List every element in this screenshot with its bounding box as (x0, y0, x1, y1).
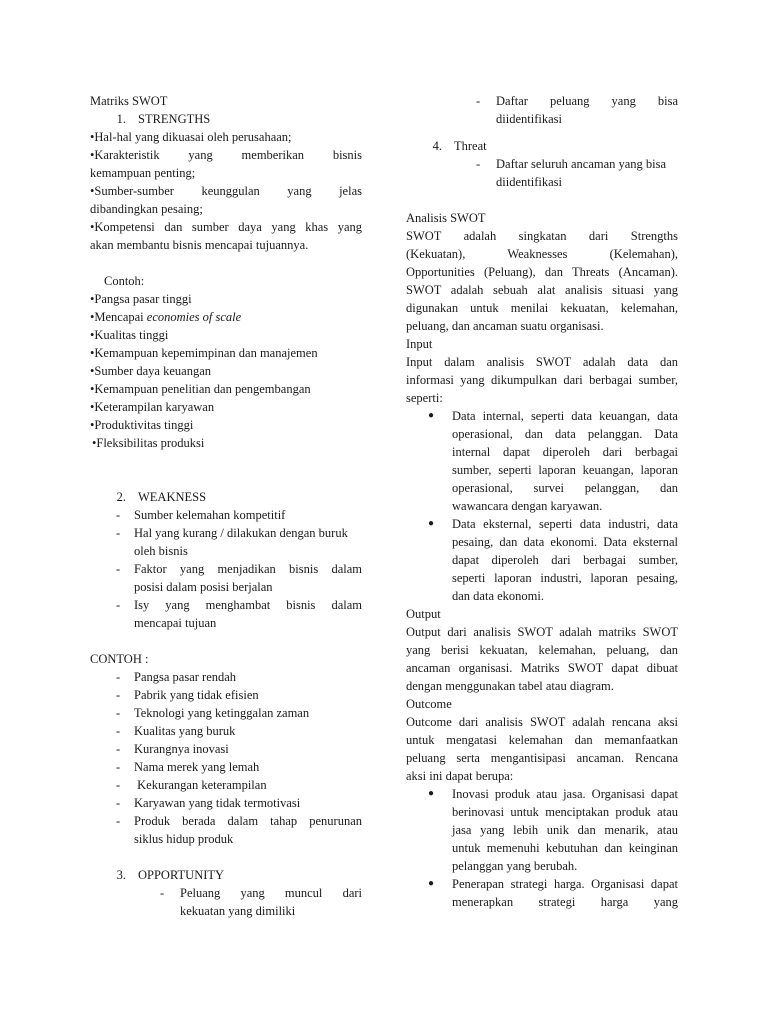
text-line: berinovasi untuk menciptakan produk atau (452, 805, 678, 819)
list-item (90, 812, 362, 848)
text-line: yang berisi kekuatan, kelemahan, peluang, dan (406, 643, 678, 657)
text-line: •Kompetensi dan sumber daya yang khas yang (90, 220, 362, 234)
list-item (90, 308, 362, 326)
bullet-item (406, 875, 678, 911)
list-item (90, 668, 362, 686)
dash-marker: - (116, 760, 121, 774)
spacer (406, 128, 678, 137)
text-line: untuk mengatasi kelemahan dan memanfaatkan (406, 733, 678, 747)
section-title-analisis: Analisis SWOT (406, 211, 486, 225)
section-weakness (90, 488, 362, 506)
text-line: Data eksternal, seperti data industri, data (452, 517, 678, 531)
dash-marker: - (116, 598, 121, 612)
text-line: Penerapan strategi harga. Organisasi dapat (452, 877, 678, 891)
list-item-text: siklus hidup produk (134, 832, 234, 846)
text-line: digunakan untuk menilai kekuatan, kelemahan, (406, 301, 678, 315)
bullet-marker: ● (428, 410, 435, 421)
text-line: informasi yang dikumpulkan dari berbagai sumber, (406, 373, 678, 387)
list-item (90, 704, 362, 722)
list-item: •Kemampuan kepemimpinan dan manajemen (90, 346, 318, 360)
spacer (90, 848, 362, 866)
list-item-text: Teknologi yang ketinggalan zaman (134, 706, 310, 720)
contoh-label: CONTOH : (90, 652, 149, 666)
list-item (90, 722, 362, 740)
list-item-text: mencapai tujuan (134, 616, 217, 630)
text-line: •Karakteristik yang memberikan bisnis (90, 148, 362, 162)
bullet-marker: ● (428, 518, 435, 529)
text-line: untuk memenuhi kebutuhan dan keinginan (452, 841, 678, 855)
section-heading: WEAKNESS (138, 490, 207, 504)
text-line: •Sumber-sumber keunggulan yang jelas (90, 184, 362, 198)
section-opportunity (90, 866, 362, 884)
list-item: •Kemampuan penelitian dan pengembangan (90, 382, 311, 396)
text-line: jasa yang lebih unik dan menarik, atau (452, 823, 678, 837)
section-heading: OPPORTUNITY (138, 868, 225, 882)
dash-marker: - (116, 706, 121, 720)
bullet-item (406, 407, 678, 515)
dash-marker: - (116, 778, 121, 792)
dash-marker: - (116, 724, 121, 738)
bullet-item (406, 785, 678, 875)
list-item-text: Kekurangan keterampilan (134, 778, 267, 792)
dash-marker: - (116, 562, 121, 576)
dash-marker: - (476, 94, 481, 108)
list-item-text: Kurangnya inovasi (134, 742, 229, 756)
list-item-text: diidentifikasi (496, 112, 562, 126)
list-item (90, 884, 362, 920)
text-line: SWOT adalah sebuah alat analisis situasi yang (406, 283, 678, 297)
bullet-marker: ● (428, 878, 435, 889)
spacer (90, 452, 362, 470)
list-item (90, 506, 362, 524)
text-line: peluang serta mengantisipasi ancaman. Rencana (406, 751, 678, 765)
list-item: •Kualitas tinggi (90, 328, 169, 342)
text-line: Inovasi produk atau jasa. Organisasi dapat (452, 787, 678, 801)
list-item-text: •Mencapai (90, 310, 147, 324)
dash-marker: - (116, 742, 121, 756)
list-item-text: Sumber kelemahan kompetitif (134, 508, 286, 522)
text-line: •Hal-hal yang dikuasai oleh perusahaan; (90, 130, 292, 144)
contoh-label: Contoh: (104, 274, 145, 288)
text-line: SWOT adalah singkatan dari Strengths (406, 229, 678, 243)
spacer (90, 470, 362, 488)
dash-marker: - (116, 814, 121, 828)
text-line: menerapkan strategi harga yang (452, 895, 678, 909)
text-line: dengan menggunakan tabel atau diagram. (406, 679, 614, 693)
list-item-text: oleh bisnis (134, 544, 188, 558)
text-line: sumber, seperti laporan keuangan, laporan (452, 463, 678, 477)
text-line: kemampuan penting; (90, 166, 196, 180)
right-column (406, 92, 678, 911)
list-item-text: Daftar peluang yang bisa (496, 94, 678, 108)
list-item (90, 560, 362, 596)
dash-marker: - (116, 670, 121, 684)
text-line: pelanggan yang berubah. (452, 859, 578, 873)
list-item-text: Daftar seluruh ancaman yang bisa (496, 157, 667, 171)
section-title-input: Input (406, 337, 433, 351)
dash-marker: - (116, 688, 121, 702)
list-item-text: Karyawan yang tidak termotivasi (134, 796, 301, 810)
text-line: operasional, survei pelanggan, dan (452, 481, 678, 495)
section-threat (406, 137, 678, 155)
text-line: Input dalam analisis SWOT adalah data dan (406, 355, 678, 369)
left-column (90, 92, 362, 920)
list-item: •Sumber daya keuangan (90, 364, 212, 378)
dash-marker: - (116, 526, 121, 540)
section-number: 1. (116, 112, 126, 126)
doc-title: Matriks SWOT (90, 94, 168, 108)
section-strengths (90, 110, 362, 128)
list-item: •Fleksibilitas produksi (92, 436, 205, 450)
bullet-marker: ● (428, 788, 435, 799)
list-item-text: Faktor yang menjadikan bisnis dalam (134, 562, 362, 576)
text-line: seperti: (406, 391, 443, 405)
text-line: ancaman organisasi. Matriks SWOT dapat dibuat (406, 661, 678, 675)
italic-term: economies of scale (146, 310, 242, 324)
text-line: dan data ekonomi. (452, 589, 544, 603)
list-item (90, 596, 362, 632)
spacer (90, 632, 362, 650)
section-number: 3. (116, 868, 126, 882)
list-item-text: Produk berada dalam tahap penurunan (134, 814, 362, 828)
text-line: Output dari analisis SWOT adalah matriks SWOT (406, 625, 678, 639)
text-line: Opportunities (Peluang), dan Threats (Ancaman). (406, 265, 678, 279)
list-item-text: Isy yang menghambat bisnis dalam (134, 598, 362, 612)
list-item (90, 776, 362, 794)
list-item (90, 740, 362, 758)
list-item: •Pangsa pasar tinggi (90, 292, 192, 306)
text-line: Data internal, seperti data keuangan, data (452, 409, 678, 423)
text-line: pesaing, dan data ekonomi. Data eksternal (452, 535, 678, 549)
list-item: •Keterampilan karyawan (90, 400, 215, 414)
list-item (90, 758, 362, 776)
text-line: wawancara dengan karyawan. (452, 499, 603, 513)
text-line: seperti laporan industri, laporan pesaing, (452, 571, 678, 585)
list-item (90, 524, 362, 560)
list-item-text: Peluang yang muncul dari (180, 886, 362, 900)
text-line: operasional, dan data pelanggan. Data (452, 427, 678, 441)
dash-marker: - (476, 157, 481, 171)
text-line: akan membantu bisnis mencapai tujuannya. (90, 238, 309, 252)
list-item-text: Hal yang kurang / dilakukan dengan buruk (134, 526, 348, 540)
list-item-text: posisi dalam posisi berjalan (134, 580, 273, 594)
section-number: 2. (116, 490, 126, 504)
spacer (90, 254, 362, 272)
list-item (406, 92, 678, 128)
list-item-text: Nama merek yang lemah (134, 760, 260, 774)
spacer (406, 191, 678, 209)
list-item-text: Kualitas yang buruk (134, 724, 236, 738)
list-item: •Produktivitas tinggi (90, 418, 194, 432)
text-line: internal dapat diperoleh dari berbagai (452, 445, 678, 459)
list-item-text: Pabrik yang tidak efisien (134, 688, 259, 702)
text-line: dapat diperoleh dari berbagai sumber, (452, 553, 678, 567)
section-heading: Threat (454, 139, 487, 153)
list-item-text: kekuatan yang dimiliki (180, 904, 296, 918)
text-line: dibandingkan pesaing; (90, 202, 203, 216)
section-title-outcome: Outcome (406, 697, 452, 711)
list-item-text: diidentifikasi (496, 175, 562, 189)
text-line: Outcome dari analisis SWOT adalah rencana aksi (406, 715, 678, 729)
dash-marker: - (116, 508, 121, 522)
text-line: aksi ini dapat berupa: (406, 769, 514, 783)
section-number: 4. (432, 139, 442, 153)
dash-marker: - (116, 796, 121, 810)
list-item (90, 794, 362, 812)
bullet-item (406, 515, 678, 605)
section-heading: STRENGTHS (138, 112, 211, 126)
text-line: (Kekuatan), Weaknesses (Kelemahan), (406, 247, 678, 261)
list-item-text: Pangsa pasar rendah (134, 670, 237, 684)
list-item (90, 686, 362, 704)
list-item (406, 155, 678, 191)
section-title-output: Output (406, 607, 441, 621)
dash-marker: - (160, 886, 165, 900)
text-line: peluang, dan ancaman suatu organisasi. (406, 319, 604, 333)
